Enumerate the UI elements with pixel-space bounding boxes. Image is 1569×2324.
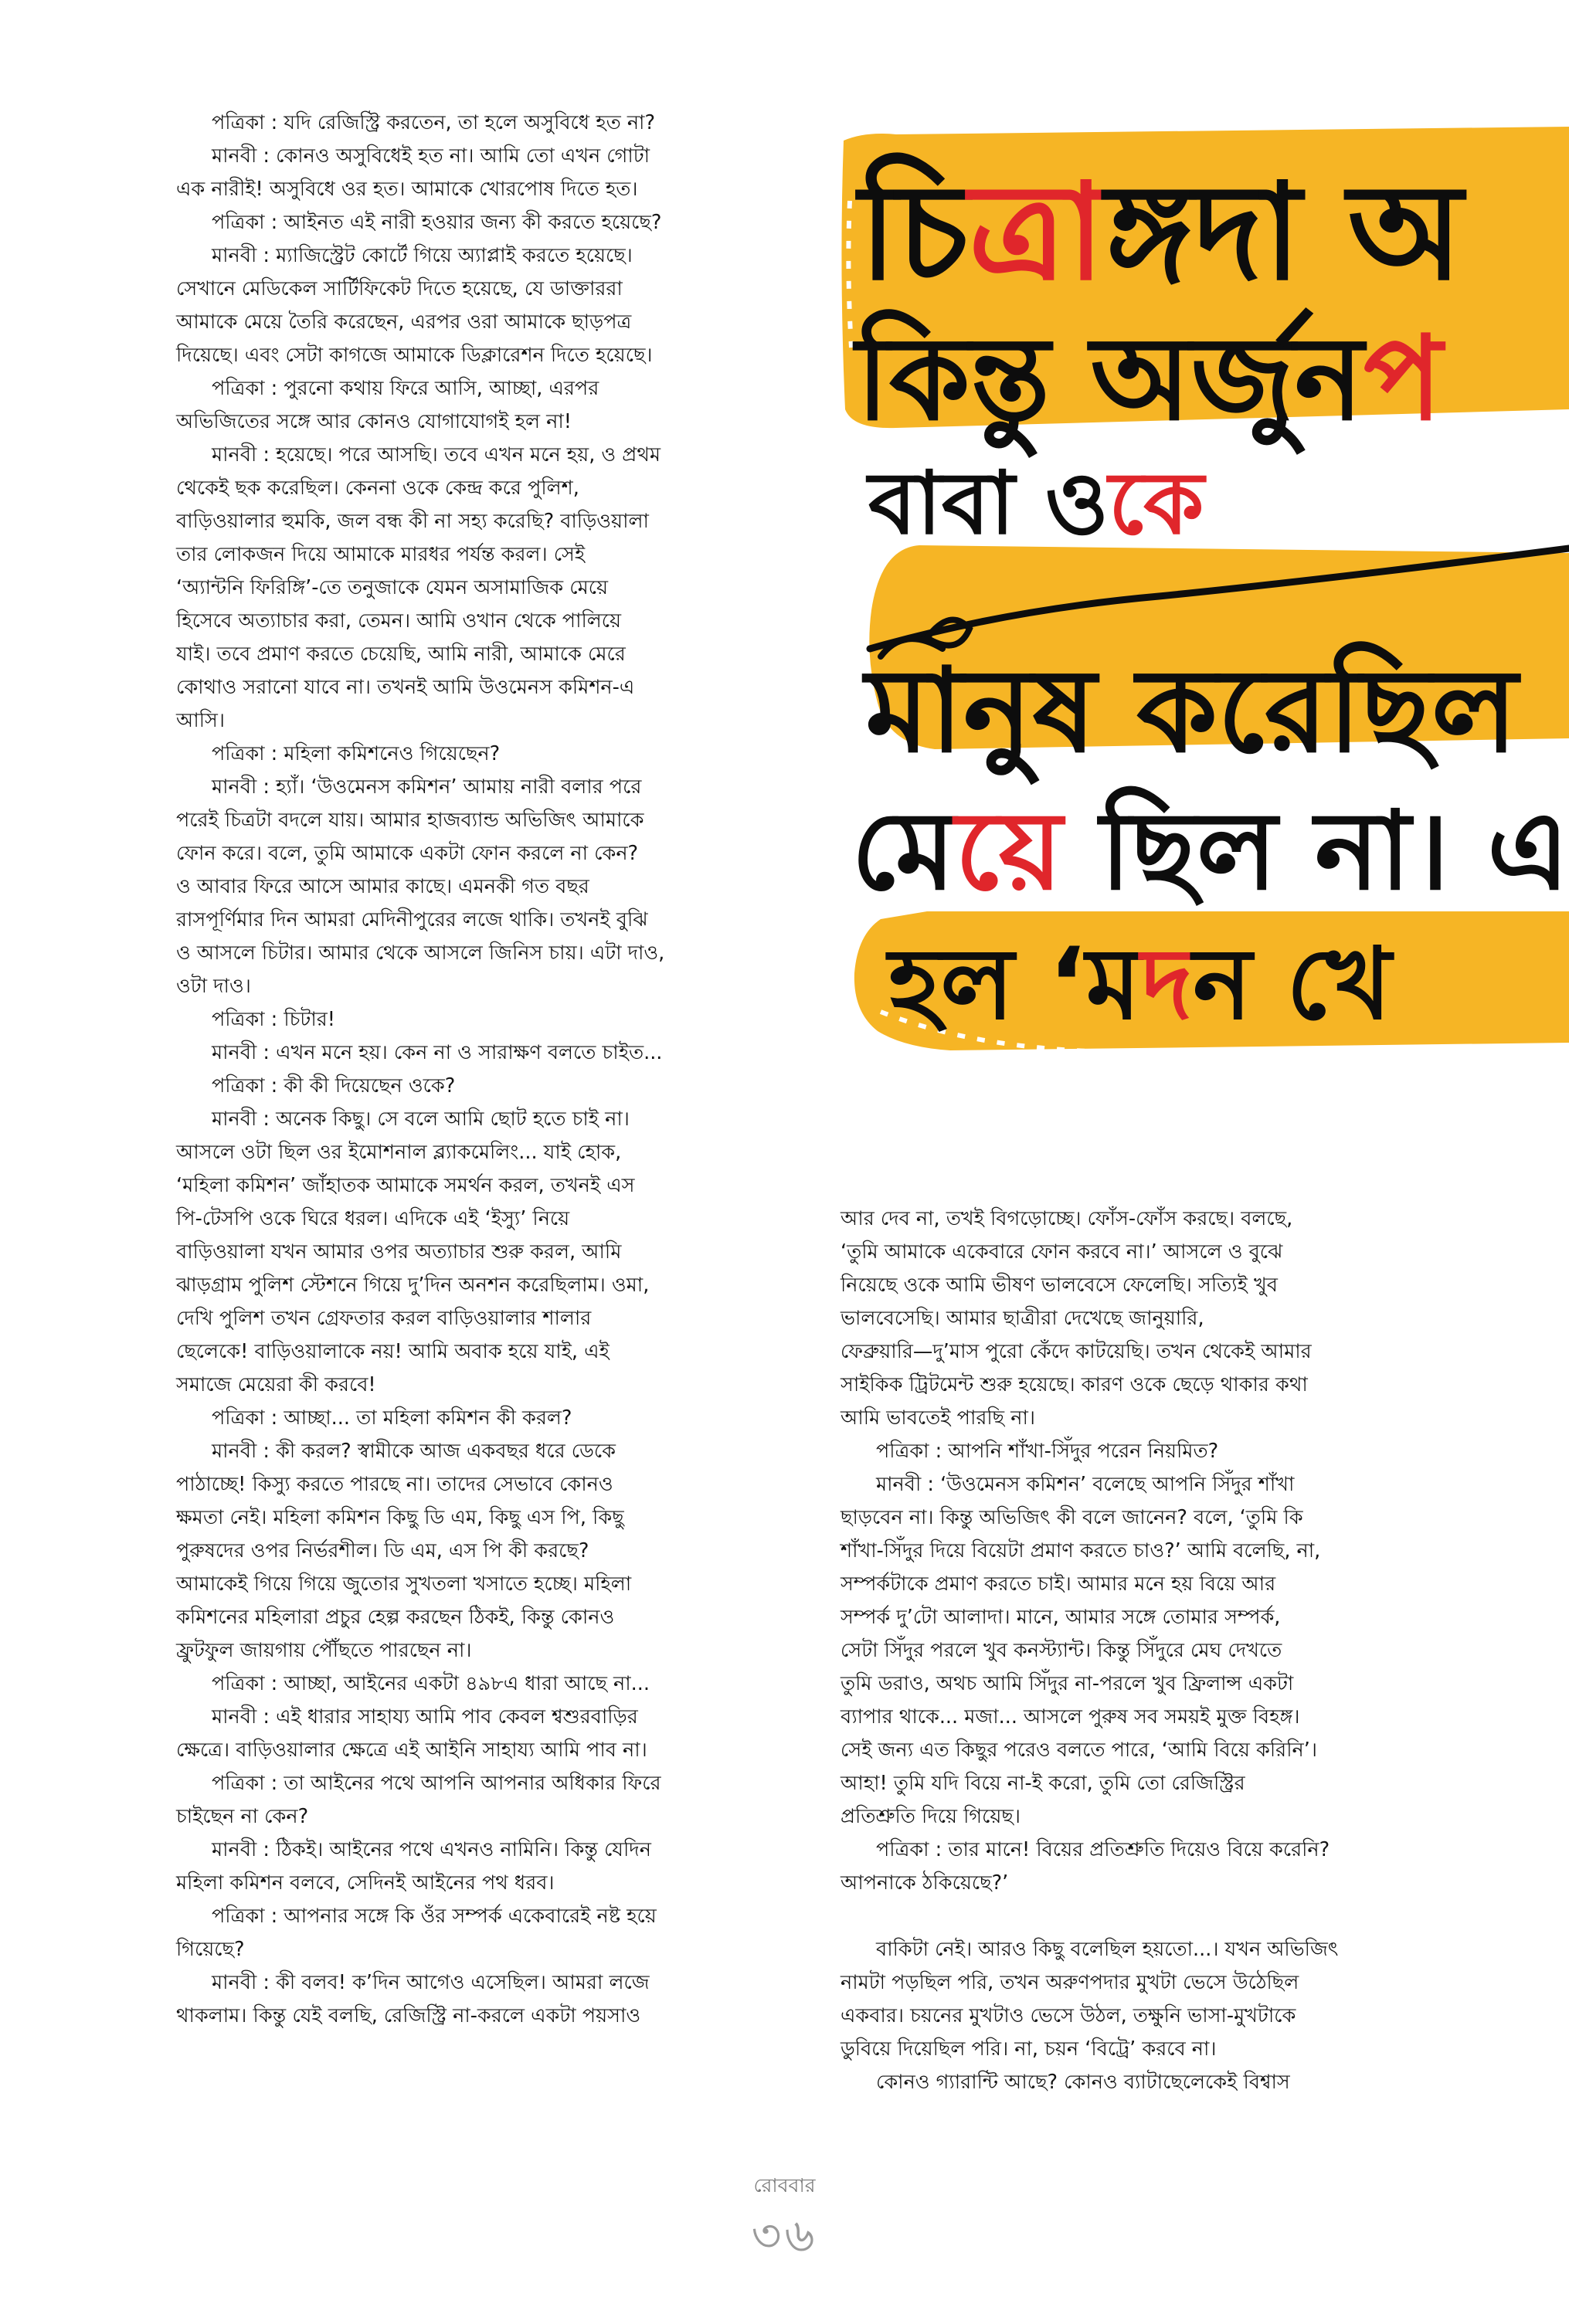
text-line: মহিলা কমিশন বলবে, সেদিনই আইনের পথ ধরব। [176, 1871, 555, 1895]
text-line: মানবী : কী করল? স্বামীকে আজ একবছর ধরে ডেকে [212, 1440, 616, 1463]
text-line: তার লোকজন দিয়ে আমাকে মারধর পর্যন্ত করল। সেই [176, 543, 586, 566]
text-line: ছাড়বেন না। কিন্তু অভিজিৎ কী বলে জানেন? বলে, ‘তুমি কি [841, 1506, 1303, 1529]
text-line: ঝাড়গ্রাম পুলিশ স্টেশনে গিয়ে দু’দিন অনশন করেছিলাম। ওমা, [176, 1274, 650, 1297]
text-line: পত্রিকা : কী কী দিয়েছেন ওকে? [212, 1074, 456, 1098]
text-line: মানবী : হয়েছে। পরে আসছি। তবে এখন মনে হয়, ও প্রথম [212, 443, 661, 466]
text-line: আমাকে মেয়ে তৈরি করেছেন, এরপর ওরা আমাকে ছাড়পত্র [176, 310, 632, 334]
text-line: মানবী : অনেক কিছু। সে বলে আমি ছোট হতে চাই না। [212, 1108, 630, 1131]
text-line: তুমি ডরাও, অথচ আমি সিঁদুর না-পরলে খুব ফ্রিলান্স একটা [841, 1672, 1294, 1695]
text-line: আপনাকে ঠকিয়েছে?’ [841, 1871, 1009, 1895]
text-line: একবার। চয়নের মুখটাও ভেসে উঠল, তক্ষুনি ভাসা-মুখটাকে [841, 2004, 1296, 2027]
text-line: আহা! তুমি যদি বিয়ে না-ই করো, তুমি তো রেজিস্ট্রির [841, 1772, 1245, 1795]
text-line: বাকিটা নেই। আরও কিছু বলেছিল হয়তো...। যখন অভিজিৎ [876, 1938, 1339, 1961]
text-line: সেখানে মেডিকেল সার্টিফিকেট দিতে হয়েছে, যে ডাক্তাররা [176, 277, 623, 300]
text-line: হিসেবে অত্যাচার করা, তেমন। আমি ওখান থেকে পালিয়ে [176, 609, 622, 633]
text-line: ফ্রুটফুল জায়গায় পৌঁছতে পারছেন না। [176, 1639, 472, 1662]
text-line: ফেব্রুয়ারি—দু’মাস পুরো কেঁদে কাটয়েছি। তখন থেকেই আমার [841, 1340, 1312, 1363]
text-line: আসলে ওটা ছিল ওর ইমোশনাল ব্ল্যাকমেলিং... যাই হোক, [176, 1141, 622, 1164]
text-line: ‘মহিলা কমিশন’ জাঁহাতক আমাকে সমর্থন করল, তখনই এস [176, 1174, 635, 1197]
text-line: যাই। তবে প্রমাণ করতে চেয়েছি, আমি নারী, আমাকে মেরে [176, 643, 626, 666]
text-line: মানবী : ‘উওমেনস কমিশন’ বলেছে আপনি সিঁদুর শাঁখা [876, 1473, 1295, 1496]
text-line: পত্রিকা : আচ্ছা... তা মহিলা কমিশন কী করল? [212, 1406, 572, 1430]
text-line: ক্ষেত্রে। বাড়িওয়ালার ক্ষেত্রে এই আইনি সাহায্য আমি পাব না। [176, 1739, 647, 1762]
article-left-column [176, 107, 794, 2033]
text-line: মানবী : ঠিকই। আইনের পথে এখনও নামিনি। কিন্তু যেদিন [212, 1838, 651, 1861]
text-line [841, 1900, 1443, 1933]
text-line: ক্ষমতা নেই। মহিলা কমিশন কিছু ডি এম, কিছু এস পি, কিছু [176, 1506, 624, 1529]
text-line: নিয়েছে ওকে আমি ভীষণ ভালবেসে ফেলেছি। সত্যিই খুব [841, 1274, 1278, 1297]
page-footer [0, 2170, 1569, 2278]
text-line: প্রতিশ্রুতি দিয়ে গিয়েছ। [841, 1805, 1021, 1828]
text-line: শাঁখা-সিঁদুর দিয়ে বিয়েটা প্রমাণ করতে চাও?’ আমি বলেছি, না, [841, 1539, 1321, 1562]
text-line: আসি। [176, 709, 226, 732]
text-line: দিয়েছে। এবং সেটা কাগজে আমাকে ডিক্লারেশন দিতে হয়েছে। [176, 344, 653, 367]
text-line: পত্রিকা : যদি রেজিস্ট্রি করতেন, তা হলে অসুবিধে হত না? [212, 111, 655, 134]
text-line: মানবী : এখন মনে হয়। কেন না ও সারাক্ষণ বলতে চাইত... [212, 1041, 663, 1064]
text-line: আমি ভাবতেই পারছি না। [841, 1406, 1035, 1430]
text-line: পত্রিকা : আপনি শাঁখা-সিঁদুর পরেন নিয়মিত? [876, 1440, 1219, 1463]
text-line: ছেলেকে! বাড়িওয়ালাকে নয়! আমি অবাক হয়ে যাই, এই [176, 1340, 610, 1363]
text-line: পত্রিকা : আইনত এই নারী হওয়ার জন্য কী করতে হয়েছে? [212, 211, 662, 234]
text-line: সমাজে মেয়েরা কী করবে! [176, 1373, 376, 1396]
magazine-name: রোববার [753, 2174, 816, 2197]
text-line: বাড়িওয়ালা যখন আমার ওপর অত্যাচার শুরু করল, আমি [176, 1240, 622, 1264]
text-line: সম্পর্ক দু’টো আলাদা। মানে, আমার সঙ্গে তোমার সম্পর্ক, [841, 1606, 1281, 1629]
calligraphy-line-1: চিত্রাঙ্গদা অ [859, 154, 1463, 310]
text-line: মানবী : হ্যাঁ। ‘উওমেনস কমিশন’ আমায় নারী বলার পরে [212, 775, 642, 799]
text-line: ফোন করে। বলে, তুমি আমাকে একটা ফোন করলে না কেন? [176, 842, 639, 865]
text-line: কোথাও সরানো যাবে না। তখনই আমি উওমেনস কমিশন-এ [176, 676, 635, 699]
text-line: আমাকেই গিয়ে গিয়ে জুতোর সুখতলা খসাতে হচ্ছে। মহিলা [176, 1573, 632, 1596]
text-line: সম্পর্কটাকে প্রমাণ করতে চাই। আমার মনে হয় বিয়ে আর [841, 1573, 1276, 1596]
text-line: ডুবিয়ে দিয়েছিল পরি। না, চয়ন ‘বিট্রে’ করবে না। [841, 2037, 1217, 2061]
text-line: চাইছেন না কেন? [176, 1805, 309, 1828]
text-line: ও আসলে চিটার। আমার থেকে আসলে জিনিস চায়। এটা দাও, [176, 941, 665, 965]
text-line: মানবী : কোনও অসুবিধেই হত না। আমি তো এখন গোটা [212, 144, 650, 168]
text-line: মানবী : ম্যাজিস্ট্রেট কোর্টে গিয়ে অ্যাপ্লাই করতে হয়েছে। [212, 244, 633, 267]
text-line: কোনও গ্যারান্টি আছে? কোনও ব্যাটাছেলেকেই বিশ্বাস [876, 2071, 1290, 2094]
text-line: ‘অ্যান্টনি ফিরিঙ্গি’-তে তনুজাকে যেমন অসামাজিক মেয়ে [176, 576, 608, 599]
calligraphy-line-2: কিন্তু অর্জুনপ [856, 312, 1442, 446]
text-line: পুরুষদের ওপর নির্ভরশীল। ডি এম, এস পি কী করছে? [176, 1539, 589, 1562]
text-line: পাঠাচ্ছে! কিস্যু করতে পারছে না। তাদের সেভাবে কোনও [176, 1473, 613, 1496]
text-line: ব্যাপার থাকে... মজা... আসলে পুরুষ সব সময়ই মুক্ত বিহঙ্গ। [841, 1705, 1300, 1729]
text-line: পত্রিকা : আপনার সঙ্গে কি ওঁর সম্পর্ক একেবারেই নষ্ট হয়ে [212, 1905, 657, 1928]
text-line: পত্রিকা : মহিলা কমিশনেও গিয়েছেন? [212, 742, 501, 765]
text-line: সেই জন্য এত কিছুর পরেও বলতে পারে, ‘আমি বিয়ে করিনি’। [841, 1739, 1317, 1762]
text-line: পত্রিকা : পুরনো কথায় ফিরে আসি, আচ্ছা, এরপর [212, 377, 599, 400]
text-line: পি-টেসপি ওকে ঘিরে ধরল। এদিকে এই ‘ইস্যু’ নিয়ে [176, 1207, 570, 1230]
article-right-column [841, 1203, 1443, 2099]
text-line: এক নারীই! অসুবিধে ওর হত। আমাকে খোরপোষ দিতে হত। [176, 178, 638, 201]
text-line: অভিজিতের সঙ্গে আর কোনও যোগাযোগই হল না! [176, 410, 572, 433]
text-line: ও আবার ফিরে আসে আমার কাছে। এমনকী গত বছর [176, 875, 589, 898]
text-line: কমিশনের মহিলারা প্রচুর হেল্প করছেন ঠিকই, কিন্তু কোনও [176, 1606, 615, 1629]
text-line: ওটা দাও। [176, 975, 251, 998]
calligraphy-line-5: মেয়ে ছিল না। এ [851, 789, 1569, 914]
text-line: সেটা সিঁদুর পরলে খুব কনস্ট্যান্ট। কিন্তু সিঁদুরে মেঘ দেখতে [841, 1639, 1282, 1662]
text-line: মানবী : কী বলব! ক’দিন আগেও এসেছিল। আমরা লজে [212, 1971, 650, 1994]
text-line: পত্রিকা : তা আইনের পথে আপনি আপনার অধিকার ফিরে [212, 1772, 661, 1795]
text-line: ‘তুমি আমাকে একেবারে ফোন করবে না।’ আসলে ও বুঝে [841, 1240, 1283, 1264]
text-line: পরেই চিত্রটা বদলে যায়। আমার হাজব্যান্ড অভিজিৎ আমাকে [176, 809, 644, 832]
text-line: পত্রিকা : তার মানে! বিয়ের প্রতিশ্রুতি দিয়েও বিয়ে করেনি? [876, 1838, 1330, 1861]
text-line: পত্রিকা : আচ্ছা, আইনের একটা ৪৯৮এ ধারা আছে না... [212, 1672, 650, 1695]
page-number: ৩৬ [751, 2209, 818, 2263]
text-line: আর দেব না, তখই বিগড়োচ্ছে। ফোঁস-ফোঁস করছে। বলছে, [841, 1207, 1293, 1230]
calligraphy-line-6: হল ‘মদন খে [888, 927, 1392, 1042]
text-line: সাইকিক ট্রিটমেন্ট শুরু হয়েছে। কারণ ওকে ছেড়ে থাকার কথা [841, 1373, 1308, 1396]
text-line: বাড়িওয়ালার হুমকি, জল বন্ধ কী না সহ্য করেছি? বাড়িওয়ালা [176, 510, 649, 533]
calligraphy-artwork [834, 116, 1569, 1097]
text-line: থাকলাম। কিন্তু যেই বলছি, রেজিস্ট্রি না-করলে একটা পয়সাও [176, 2004, 641, 2027]
calligraphy-svg [834, 116, 1569, 1097]
calligraphy-line-3: বাবা ওকে [868, 453, 1204, 554]
text-line: নামটা পড়ছিল পরি, তখন অরুণপদার মুখটা ভেসে উঠেছিল [841, 1971, 1299, 1994]
text-line: মানবী : এই ধারার সাহায্য আমি পাব কেবল শ্বশুরবাড়ির [212, 1705, 638, 1729]
text-line: গিয়েছে? [176, 1938, 245, 1961]
text-line: থেকেই ছক করেছিল। কেননা ওকে কেন্দ্র করে পুলিশ, [176, 477, 579, 500]
text-line: রাসপূর্ণিমার দিন আমরা মেদিনীপুরের লজে থাকি। তখনই বুঝি [176, 908, 648, 931]
text-line: দেখি পুলিশ তখন গ্রেফতার করল বাড়িওয়ালার শালার [176, 1307, 592, 1330]
text-line: পত্রিকা : চিটার! [212, 1008, 335, 1031]
text-line: ভালবেসেছি। আমার ছাত্রীরা দেখেছে জানুয়ারি, [841, 1307, 1204, 1330]
calligraphy-line-4: মানুষ করেছিল [865, 644, 1518, 779]
